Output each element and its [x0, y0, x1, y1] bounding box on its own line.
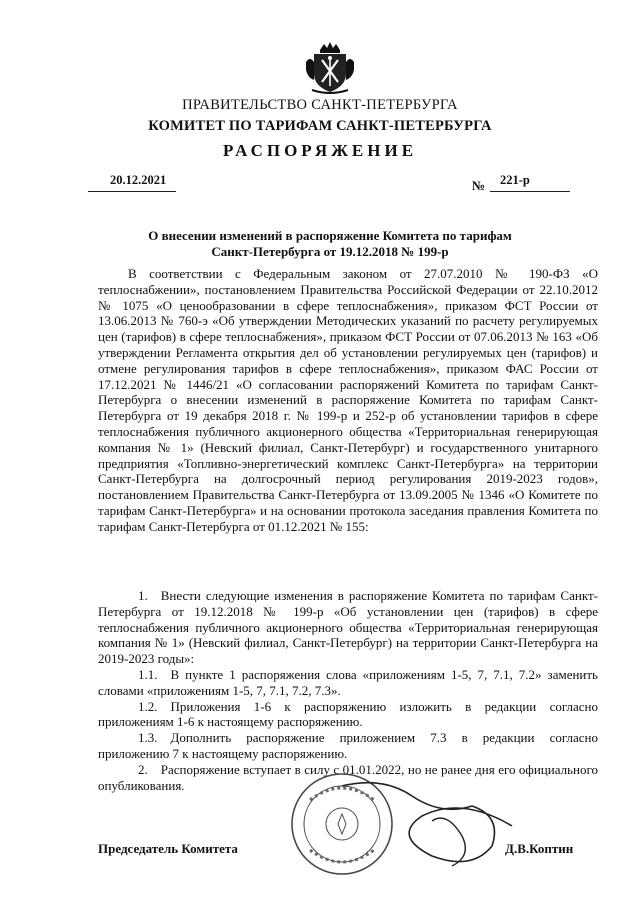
title-line-1: О внесении изменений в распоряжение Комитета по тарифам	[148, 228, 512, 243]
signatory-name: Д.В.Коптин	[505, 841, 574, 856]
number-underline	[490, 191, 570, 192]
item-1: 1. Внести следующие изменения в распоряжение Комитета по тарифам Санкт-Петербурга от 19.12.2018 № 199-р «Об установлении цен (тарифов) в сфере теплоснабжения публичного акционерного общества «Территориальная генерирующая компания № 1» (Невский филиал, Санкт-Петербург) на территории Санкт-Петербурга на 2019-2023 годы»:	[98, 588, 598, 667]
date-underline	[88, 191, 176, 192]
title-line-2: Санкт-Петербурга от 19.12.2018 № 199-р	[211, 244, 449, 259]
committee-name: КОМИТЕТ ПО ТАРИФАМ САНКТ-ПЕТЕРБУРГА	[148, 118, 492, 134]
item-2: 2. Распоряжение вступает в силу с 01.01.2022, но не ранее дня его официального опубликования.	[98, 761, 598, 793]
document-title	[90, 228, 570, 260]
decision-items	[98, 588, 598, 793]
item-1-2: 1.2. Приложения 1-6 к распоряжению изложить в редакции согласно приложениям 1-6 к настоящему распоряжению.	[98, 698, 598, 730]
preamble-paragraph	[98, 266, 598, 535]
item-1-1: 1.1. В пункте 1 распоряжения слова «приложениям 1-5, 7, 7.1, 7.2» заменить словами «приложениям 1-5, 7, 7.1, 7.2, 7.3».	[98, 666, 598, 698]
handwritten-signature-icon	[322, 766, 532, 886]
preamble-text: В соответствии с Федеральным законом от 27.07.2010 № 190-ФЗ «О теплоснабжении», постановлением Правительства Российской Федерации от 22.10.2012 № 1075 «О ценообразовании в сфере теплоснабжения», приказом ФСТ России от 13.06.2013 № 760-э «Об утверждении Методических указаний по расчету регулируемых цен (тарифов) в сфере теплоснабжения», приказом ФСТ России от 07.06.2013 № 163 «Об утверждении Регламента открытия дел об установлении регулируемых цен (тарифов) и отмене регулирования тарифов в сфере теплоснабжения», приказом ФАС России от 17.12.2021 № 1446/21 «О согласовании распоряжений Комитета по тарифам Санкт-Петербурга о внесении изменений в распоряжение Комитета по тарифам Санкт-Петербурга от 19 декабря 2018 г. № 199-р и 252-р об установлении тарифов в сфере теплоснабжения публичного акционерного общества «Территориальная генерирующая компания № 1» (Невский филиал, Санкт-Петербург) и государственного унитарного предприятия «Топливно-энергетический комплекс Санкт-Петербурга» на территории Санкт-Петербурга на долгосрочный период регулирования 2019-2023 годов», постановлением Правительства Санкт-Петербурга от 13.09.2005 № 1346 «О Комитете по тарифам Санкт-Петербурга» и на основании протокола заседания правления Комитета по тарифам Санкт-Петербурга от 01.12.2021 № 155:	[98, 266, 598, 534]
number-sign: №	[472, 178, 486, 193]
document-number: 221-р	[500, 173, 530, 187]
signatory-position: Председатель Комитета	[98, 841, 238, 856]
st-petersburg-coat-of-arms-icon	[302, 40, 358, 96]
item-1-3: 1.3. Дополнить распоряжение приложением 7.3 в редакции согласно приложению 7 к настоящему распоряжению.	[98, 730, 598, 761]
document-type-heading: РАСПОРЯЖЕНИЕ	[222, 141, 418, 160]
document-date: 20.12.2021	[110, 173, 167, 187]
government-name: ПРАВИТЕЛЬСТВО САНКТ-ПЕТЕРБУРГА	[182, 97, 458, 113]
